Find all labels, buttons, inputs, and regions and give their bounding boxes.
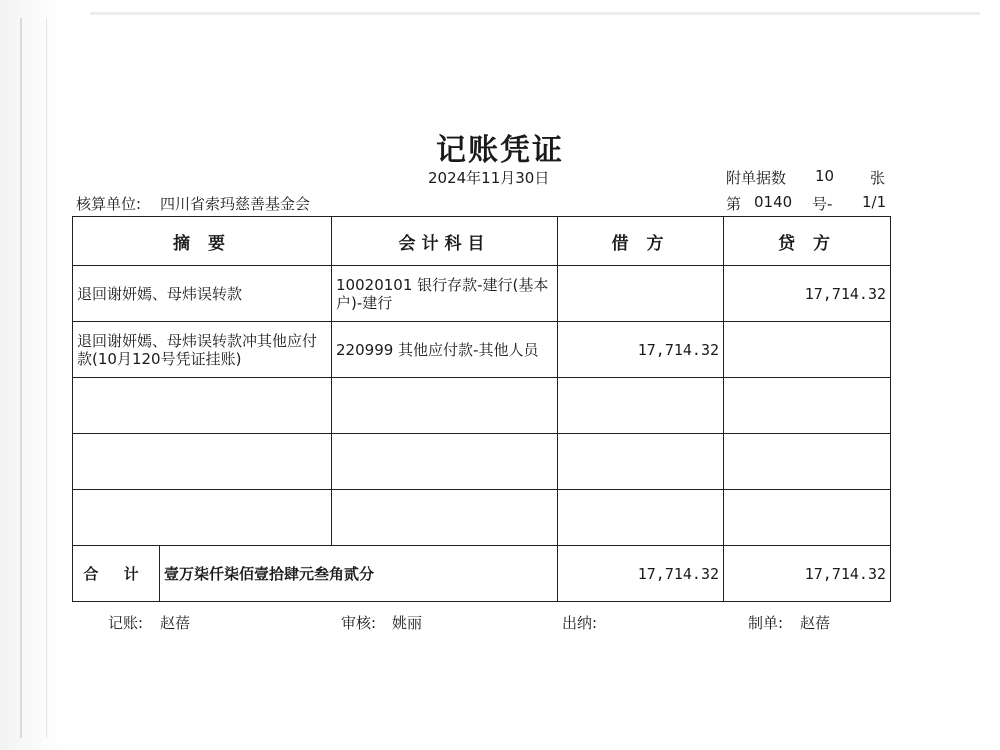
cashier-label: 出纳:	[562, 614, 598, 632]
total-amount-words: 壹万柒仟柒佰壹拾肆元叁角贰分	[160, 546, 558, 602]
reviewer-label: 审核:	[341, 614, 377, 632]
table-header-row	[73, 217, 891, 266]
row-debit	[558, 378, 724, 434]
header-credit: 贷 方	[724, 217, 891, 266]
row-summary	[73, 490, 332, 546]
preparer-name: 赵蓓	[800, 614, 831, 632]
reviewer-name: 姚丽	[392, 614, 423, 632]
row-summary: 退回谢妍嫣、母炜误转款	[73, 266, 332, 322]
row-debit	[558, 490, 724, 546]
row-account: 220999 其他应付款-其他人员	[332, 322, 558, 378]
row-credit	[724, 322, 891, 378]
table-row	[73, 378, 891, 434]
row-account: 10020101 银行存款-建行(基本户)-建行	[332, 266, 558, 322]
row-debit: 17,714.32	[558, 322, 724, 378]
row-account	[332, 490, 558, 546]
bookkeeper-label: 记账:	[108, 614, 144, 632]
row-account	[332, 434, 558, 490]
total-label: 合 计	[73, 546, 160, 602]
total-row	[73, 546, 891, 602]
voucher-date: 2024年11月30日	[428, 169, 550, 187]
attachments-label: 附单据数	[726, 169, 787, 187]
row-summary	[73, 378, 332, 434]
voucher-number: 0140	[754, 193, 793, 211]
table-row	[73, 490, 891, 546]
voucher-number-prefix: 第	[726, 195, 742, 213]
voucher-page: 1/1	[862, 193, 887, 211]
header-summary: 摘 要	[73, 217, 332, 266]
table-row	[73, 322, 891, 378]
voucher-title: 记账凭证	[436, 133, 564, 168]
unit-label: 核算单位:	[76, 195, 142, 213]
unit-name: 四川省索玛慈善基金会	[160, 195, 311, 213]
voucher-number-suffix: 号-	[812, 195, 833, 213]
attachments-count: 10	[815, 167, 835, 185]
bookkeeper-name: 赵蓓	[160, 614, 191, 632]
row-account	[332, 378, 558, 434]
row-credit	[724, 490, 891, 546]
total-credit: 17,714.32	[724, 546, 891, 602]
row-credit: 17,714.32	[724, 266, 891, 322]
header-account: 会计科目	[332, 217, 558, 266]
row-credit	[724, 434, 891, 490]
row-credit	[724, 378, 891, 434]
total-debit: 17,714.32	[558, 546, 724, 602]
row-debit	[558, 266, 724, 322]
table-row	[73, 266, 891, 322]
voucher-table	[72, 216, 891, 602]
header-debit: 借 方	[558, 217, 724, 266]
attachments-unit: 张	[870, 169, 886, 187]
row-summary: 退回谢妍嫣、母炜误转款冲其他应付款(10月120号凭证挂账)	[73, 322, 332, 378]
scan-top-edge	[90, 12, 980, 15]
scan-edge-shadow	[0, 0, 60, 750]
table-row	[73, 434, 891, 490]
row-summary	[73, 434, 332, 490]
preparer-label: 制单:	[748, 614, 784, 632]
row-debit	[558, 434, 724, 490]
